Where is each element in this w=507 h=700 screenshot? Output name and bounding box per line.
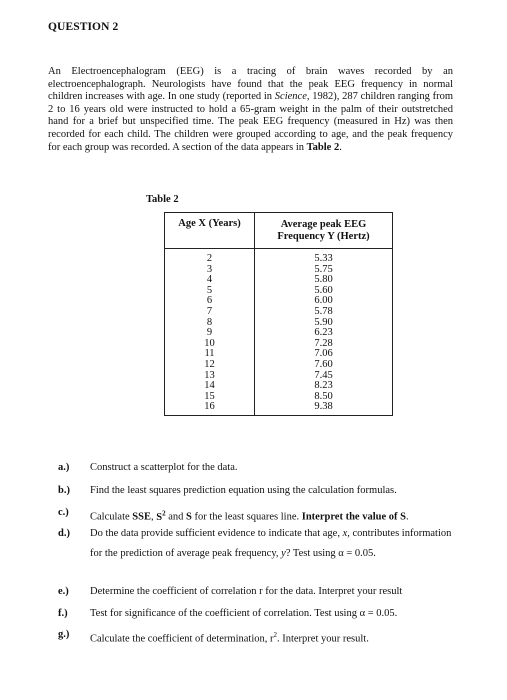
question-c-letter: c.) <box>58 507 69 518</box>
age-value: 12 <box>204 358 215 370</box>
question-f-text: Test for significance of the coefficient of correlation. Test using α = 0.05. <box>90 608 398 619</box>
data-table <box>164 212 393 416</box>
q-d-var-x: x <box>342 528 348 539</box>
age-value: 13 <box>204 369 215 381</box>
age-value: 10 <box>204 337 215 349</box>
question-a-text: Construct a scatterplot for the data. <box>90 462 238 473</box>
table-reference: Table 2 <box>306 141 340 153</box>
q-c-s2 <box>156 509 166 523</box>
frequency-column <box>255 249 393 416</box>
frequency-value: 8.50 <box>314 390 333 402</box>
question-e-text: Determine the coefficient of correlation r for the data. Interpret your result <box>90 586 403 597</box>
intro-text-1: An Electroencephalogram (EEG) is a tracing of brain waves recorded by an electroencephalograph. Neurologists have found that the peak EEG frequency in normal children increases with age. In one study (reported in <box>48 66 453 103</box>
q-g-t1: Calculate the coefficient of determination, r <box>90 633 274 645</box>
q-c-t4: for the least squares line. <box>191 511 302 523</box>
q-g-t2: . Interpret your result. <box>276 633 369 645</box>
table-body-row <box>165 249 393 416</box>
intro-text-3: . <box>339 141 342 153</box>
question-b-text: Find the least squares prediction equation using the calculation formulas. <box>90 485 397 496</box>
header-age: Age X (Years) <box>165 213 255 249</box>
question-c-text <box>90 507 458 524</box>
question-heading: QUESTION 2 <box>48 21 119 33</box>
age-value: 16 <box>204 401 215 413</box>
question-d-letter: d.) <box>58 528 70 539</box>
q-c-sse: SSE <box>132 511 151 523</box>
age-value: 8 <box>206 316 213 328</box>
frequency-value: 8.23 <box>314 380 333 392</box>
q-d-var-y: y <box>281 548 286 559</box>
q-c-t1: Calculate <box>90 511 133 523</box>
age-value: 5 <box>206 284 213 296</box>
frequency-value: 5.60 <box>314 284 333 296</box>
intro-text-2: , 1982), 287 children ranging from 2 to 16 years old were instructed to hold a 65-gram weight in the palm of their outstretched hand for a brief but unspecified time. The peak EEG frequency (measured in Hz) was then recorded for each child. The children were grouped according to age, and the peak frequency for each group was recorded. A section of the data appears in <box>48 91 453 153</box>
frequency-value: 5.80 <box>314 274 333 286</box>
frequency-value: 7.28 <box>314 337 333 349</box>
age-value: 2 <box>206 253 213 264</box>
frequency-value: 7.60 <box>314 358 333 370</box>
q-c-interpret: Interpret the value of S <box>301 511 406 523</box>
frequency-value: 6.23 <box>314 327 333 339</box>
q-d-t3: ? Test using α = 0.05. <box>285 548 376 559</box>
table-header-row <box>165 213 393 249</box>
q-g-sup: 2 <box>273 631 277 639</box>
intro-paragraph <box>48 66 453 154</box>
q-c-t3: and <box>165 511 186 523</box>
age-value: 9 <box>206 327 213 339</box>
question-e-letter: e.) <box>58 586 69 597</box>
q-c-t2: , <box>150 511 157 523</box>
q-d-t2: , contributes information for the prediction of average peak frequency, <box>90 528 452 559</box>
age-value: 7 <box>206 305 213 317</box>
header-frequency-line2: Frequency Y (Hertz) <box>277 230 370 242</box>
frequency-value: 9.38 <box>314 401 333 413</box>
frequency-value: 5.33 <box>314 253 333 264</box>
age-value: 6 <box>206 295 213 307</box>
age-value: 3 <box>206 263 213 275</box>
q-c-t5: . <box>405 511 409 523</box>
frequency-value: 7.06 <box>314 348 333 360</box>
frequency-value: 5.90 <box>314 316 333 328</box>
header-frequency <box>255 213 393 249</box>
journal-name: Science <box>274 91 307 103</box>
table-label: Table 2 <box>146 194 179 205</box>
question-f-letter: f.) <box>58 608 68 619</box>
age-value: 14 <box>204 380 215 392</box>
question-b-letter: b.) <box>58 485 70 496</box>
age-value: 11 <box>204 348 215 360</box>
q-d-t1: Do the data provide sufficient evidence to indicate that age, <box>90 528 343 539</box>
age-value: 15 <box>204 390 215 402</box>
question-d-text <box>90 524 458 564</box>
frequency-value: 6.00 <box>314 295 333 307</box>
question-g-letter: g.) <box>58 629 70 640</box>
frequency-value: 5.75 <box>314 263 333 275</box>
age-column <box>165 249 255 416</box>
frequency-value: 7.45 <box>314 369 333 381</box>
header-frequency-line1: Average peak EEG <box>280 218 367 230</box>
q-c-s: S <box>156 511 163 523</box>
age-value: 4 <box>206 274 213 286</box>
question-a-letter: a.) <box>58 462 70 473</box>
q-c-sup: 2 <box>162 509 166 517</box>
frequency-value: 5.78 <box>314 305 333 317</box>
q-c-s-only: S <box>185 511 192 523</box>
question-g-text <box>90 629 458 646</box>
